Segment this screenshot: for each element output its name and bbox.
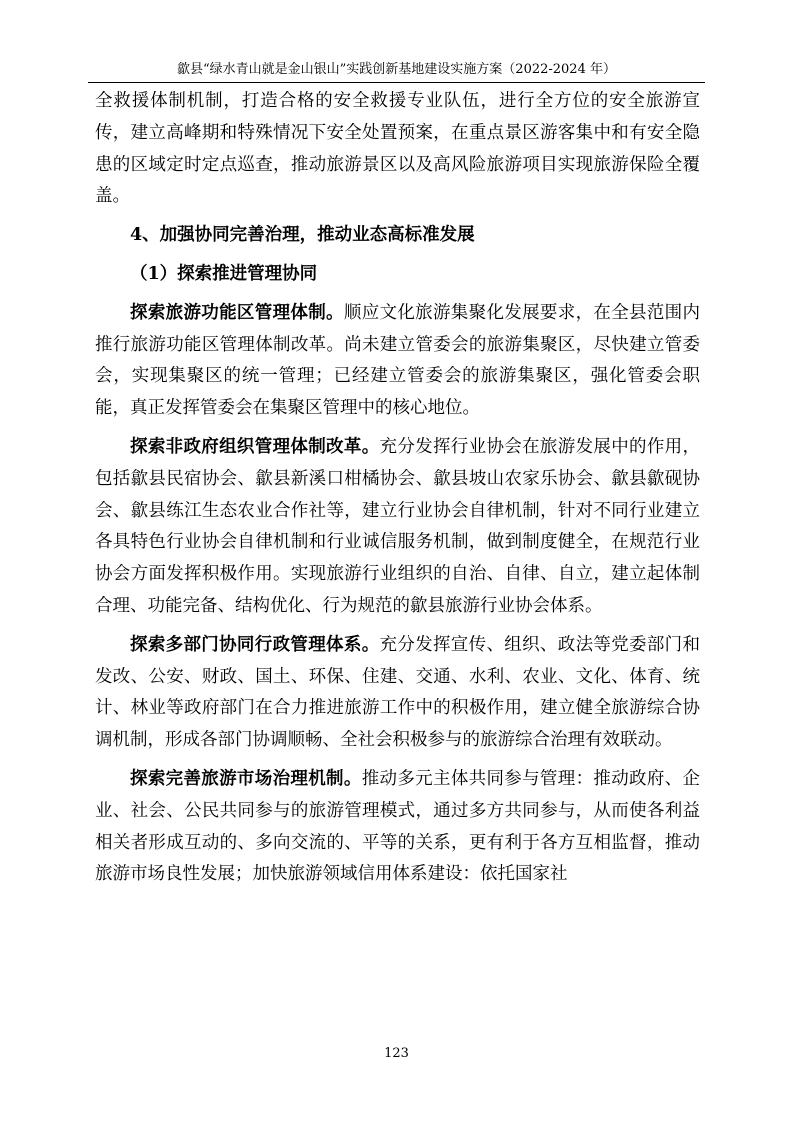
- header-divider: [88, 82, 705, 83]
- document-body: [95, 86, 700, 891]
- paragraph-ngo-management: [95, 432, 700, 623]
- paragraph-text: 充分发挥行业协会在旅游发展中的作用，包括歙县民宿协会、歙县新溪口柑橘协会、歙县坡山农家乐协会、歙县歙砚协会、歙县练江生态农业合作社等，建立行业协会自律机制，针对不同行业建立各具特色行业协会自律机制和行业诚信服务机制，做到制度健全，在规范行业协会方面发挥积极作用。实现旅游行业组织的自治、自律、自立，建立起体制合理、功能完备、结构优化、行为规范的歙县旅游行业协会体系。: [95, 436, 700, 616]
- paragraph-multi-department: [95, 630, 700, 757]
- paragraph-text: 充分发挥宣传、组织、政法等党委部门和发改、公安、财政、国土、环保、住建、交通、水利、农业、文化、体育、统计、林业等政府部门在合力推进旅游工作中的积极作用，建立健全旅游综合协调机制，形成各部门协调顺畅、全社会积极参与的旅游综合治理有效联动。: [95, 634, 700, 751]
- section-heading: 4、加强协同完善治理，推动业态高标准发展: [130, 225, 475, 246]
- paragraph-text: 顺应文化旅游集聚化发展要求，在全县范围内推行旅游功能区管理体制改革。尚未建立管委会的旅游集聚区，尽快建立管委会，实现集聚区的统一管理；已经建立管委会的旅游集聚区，强化管委会职能，真正发挥管委会在集聚区管理中的核心地位。: [95, 302, 701, 419]
- page-number: 123: [384, 1046, 409, 1061]
- paragraph-lead: 探索多部门协同行政管理体系。: [130, 634, 380, 655]
- paragraph-continuation: 全救援体制机制，打造合格的安全救援专业队伍，进行全方位的安全旅游宣传，建立高峰期和特殊情况下安全处置预案，在重点景区游客集中和有安全隐患的区域定时定点巡查，推动旅游景区以及高风险旅游项目实现旅游保险全覆盖。: [95, 91, 700, 207]
- paragraph-lead: 探索完善旅游市场治理机制。: [130, 768, 362, 789]
- paragraph-lead: 探索非政府组织管理体制改革。: [130, 436, 380, 457]
- paragraph-market-governance: [95, 764, 700, 891]
- paragraph-text: 推动多元主体共同参与管理：推动政府、企业、社会、公民共同参与的旅游管理模式，通过多方共同参与，从而使各利益相关者形成互动的、多向交流的、平等的关系，更有利于各方互相监督，推动旅游市场良性发展；加快旅游领域信用体系建设：依托国家社: [95, 768, 701, 885]
- running-header: 歙县“绿水青山就是金山银山”实践创新基地建设实施方案（2022-2024 年）: [177, 62, 616, 77]
- paragraph-tourism-zone-management: [95, 298, 700, 425]
- subsection-heading: （1）探索推进管理协同: [130, 263, 318, 284]
- paragraph-lead: 探索旅游功能区管理体制。: [130, 302, 344, 323]
